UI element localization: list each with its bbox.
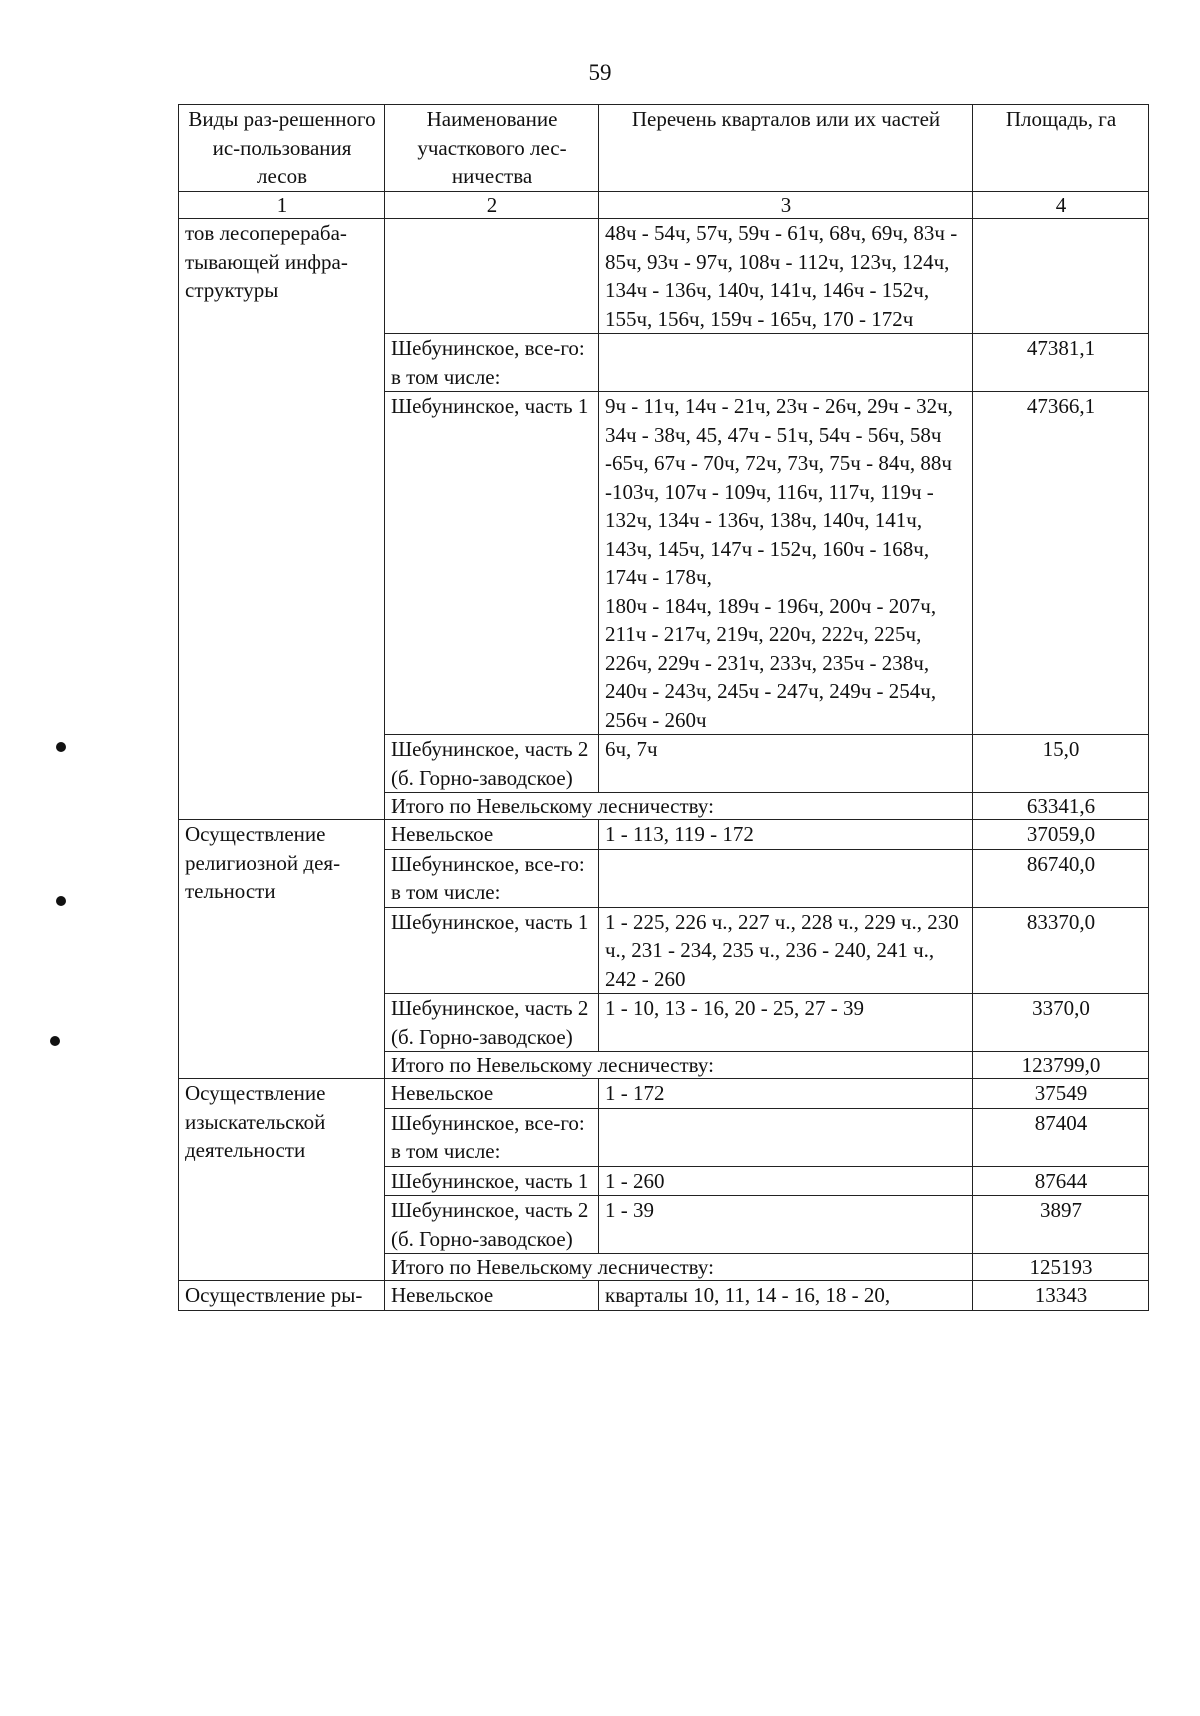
- forestry-name-cell: Шебунинское, все-го: в том числе:: [385, 849, 599, 907]
- total-label: Итого по Невельскому лесничеству:: [385, 793, 973, 820]
- area-cell: 87644: [973, 1166, 1149, 1196]
- area-cell: 47366,1: [973, 392, 1149, 735]
- forestry-name-cell: Шебунинское, часть 1: [385, 1166, 599, 1196]
- area-cell: 15,0: [973, 735, 1149, 793]
- forestry-name-cell: Шебунинское, часть 1: [385, 907, 599, 994]
- forestry-name-cell: Шебунинское, часть 1: [385, 392, 599, 735]
- punch-hole-mark: [56, 742, 66, 752]
- area-cell: 37549: [973, 1079, 1149, 1109]
- quarters-cell: 1 - 39: [599, 1196, 973, 1254]
- header-row: [179, 105, 1149, 192]
- area-cell: 87404: [973, 1108, 1149, 1166]
- use-kind-cell: Осуществление религиозной дея-тельности: [179, 820, 385, 1079]
- quarters-cell: 1 - 10, 13 - 16, 20 - 25, 27 - 39: [599, 994, 973, 1052]
- forestry-name-cell: Шебунинское, все-го: в том числе:: [385, 334, 599, 392]
- quarters-cell: 6ч, 7ч: [599, 735, 973, 793]
- quarters-cell: 1 - 225, 226 ч., 227 ч., 228 ч., 229 ч., 230 ч., 231 - 234, 235 ч., 236 - 240, 241 ч., 242 - 260: [599, 907, 973, 994]
- area-cell: 3897: [973, 1196, 1149, 1254]
- quarters-cell: [599, 849, 973, 907]
- column-number: 2: [385, 192, 599, 219]
- total-area: 123799,0: [973, 1052, 1149, 1079]
- forestry-name-cell: Шебунинское, все-го: в том числе:: [385, 1108, 599, 1166]
- area-cell: 83370,0: [973, 907, 1149, 994]
- page-number: 59: [588, 60, 612, 85]
- total-area: 63341,6: [973, 793, 1149, 820]
- column-number: 3: [599, 192, 973, 219]
- quarters-cell: 48ч - 54ч, 57ч, 59ч - 61ч, 68ч, 69ч, 83ч - 85ч, 93ч - 97ч, 108ч - 112ч, 123ч, 124ч, 134ч - 136ч, 140ч, 141ч, 146ч - 152ч, 155ч, 156ч, 159ч - 165ч, 170 - 172ч: [599, 219, 973, 334]
- forestry-name-cell: Шебунинское, часть 2 (б. Горно-заводское): [385, 994, 599, 1052]
- area-cell: 47381,1: [973, 334, 1149, 392]
- total-area: 125193: [973, 1254, 1149, 1281]
- quarters-cell: кварталы 10, 11, 14 - 16, 18 - 20,: [599, 1281, 973, 1311]
- table-row: [179, 219, 1149, 334]
- quarters-cell: 1 - 113, 119 - 172: [599, 820, 973, 850]
- quarters-cell: [599, 1108, 973, 1166]
- forestry-name-cell: Шебунинское, часть 2 (б. Горно-заводское): [385, 735, 599, 793]
- forestry-name-cell: [385, 219, 599, 334]
- area-cell: [973, 219, 1149, 334]
- forestry-name-cell: Невельское: [385, 820, 599, 850]
- total-label: Итого по Невельскому лесничеству:: [385, 1052, 973, 1079]
- forest-use-table: [178, 104, 1149, 1311]
- forestry-name-cell: Невельское: [385, 1079, 599, 1109]
- total-label: Итого по Невельскому лесничеству:: [385, 1254, 973, 1281]
- punch-hole-mark: [50, 1036, 60, 1046]
- area-cell: 13343: [973, 1281, 1149, 1311]
- punch-hole-mark: [56, 896, 66, 906]
- column-number: 4: [973, 192, 1149, 219]
- column-number: 1: [179, 192, 385, 219]
- area-cell: 3370,0: [973, 994, 1149, 1052]
- table-row: [179, 820, 1149, 850]
- table-row: [179, 1079, 1149, 1109]
- header-kind: Виды раз-решенного ис-пользования лесов: [179, 105, 385, 192]
- use-kind-cell: тов лесоперераба-тывающей инфра-структуры: [179, 219, 385, 820]
- header-quarters: Перечень кварталов или их частей: [599, 105, 973, 192]
- quarters-cell: 9ч - 11ч, 14ч - 21ч, 23ч - 26ч, 29ч - 32ч, 34ч - 38ч, 45, 47ч - 51ч, 54ч - 56ч, 58ч -65ч, 67ч - 70ч, 72ч, 73ч, 75ч - 84ч, 88ч -103ч, 107ч - 109ч, 116ч, 117ч, 119ч - 132ч, 134ч - 136ч, 138ч, 140ч, 141ч, 143ч, 145ч, 147ч - 152ч, 160ч - 168ч, 174ч - 178ч, 180ч - 184ч, 189ч - 196ч, 200ч - 207ч, 211ч - 217ч, 219ч, 220ч, 222ч, 225ч, 226ч, 229ч - 231ч, 233ч, 235ч - 238ч, 240ч - 243ч, 245ч - 247ч, 249ч - 254ч, 256ч - 260ч: [599, 392, 973, 735]
- quarters-cell: [599, 334, 973, 392]
- header-forestry: Наименование участкового лес-ничества: [385, 105, 599, 192]
- use-kind-cell: Осуществление ры-: [179, 1281, 385, 1311]
- area-cell: 86740,0: [973, 849, 1149, 907]
- area-cell: 37059,0: [973, 820, 1149, 850]
- header-area: Площадь, га: [973, 105, 1149, 192]
- forestry-name-cell: Невельское: [385, 1281, 599, 1311]
- table-row: [179, 1281, 1149, 1311]
- column-number-row: [179, 192, 1149, 219]
- use-kind-cell: Осуществление изыскательской деятельности: [179, 1079, 385, 1281]
- quarters-cell: 1 - 260: [599, 1166, 973, 1196]
- quarters-cell: 1 - 172: [599, 1079, 973, 1109]
- forestry-name-cell: Шебунинское, часть 2 (б. Горно-заводское): [385, 1196, 599, 1254]
